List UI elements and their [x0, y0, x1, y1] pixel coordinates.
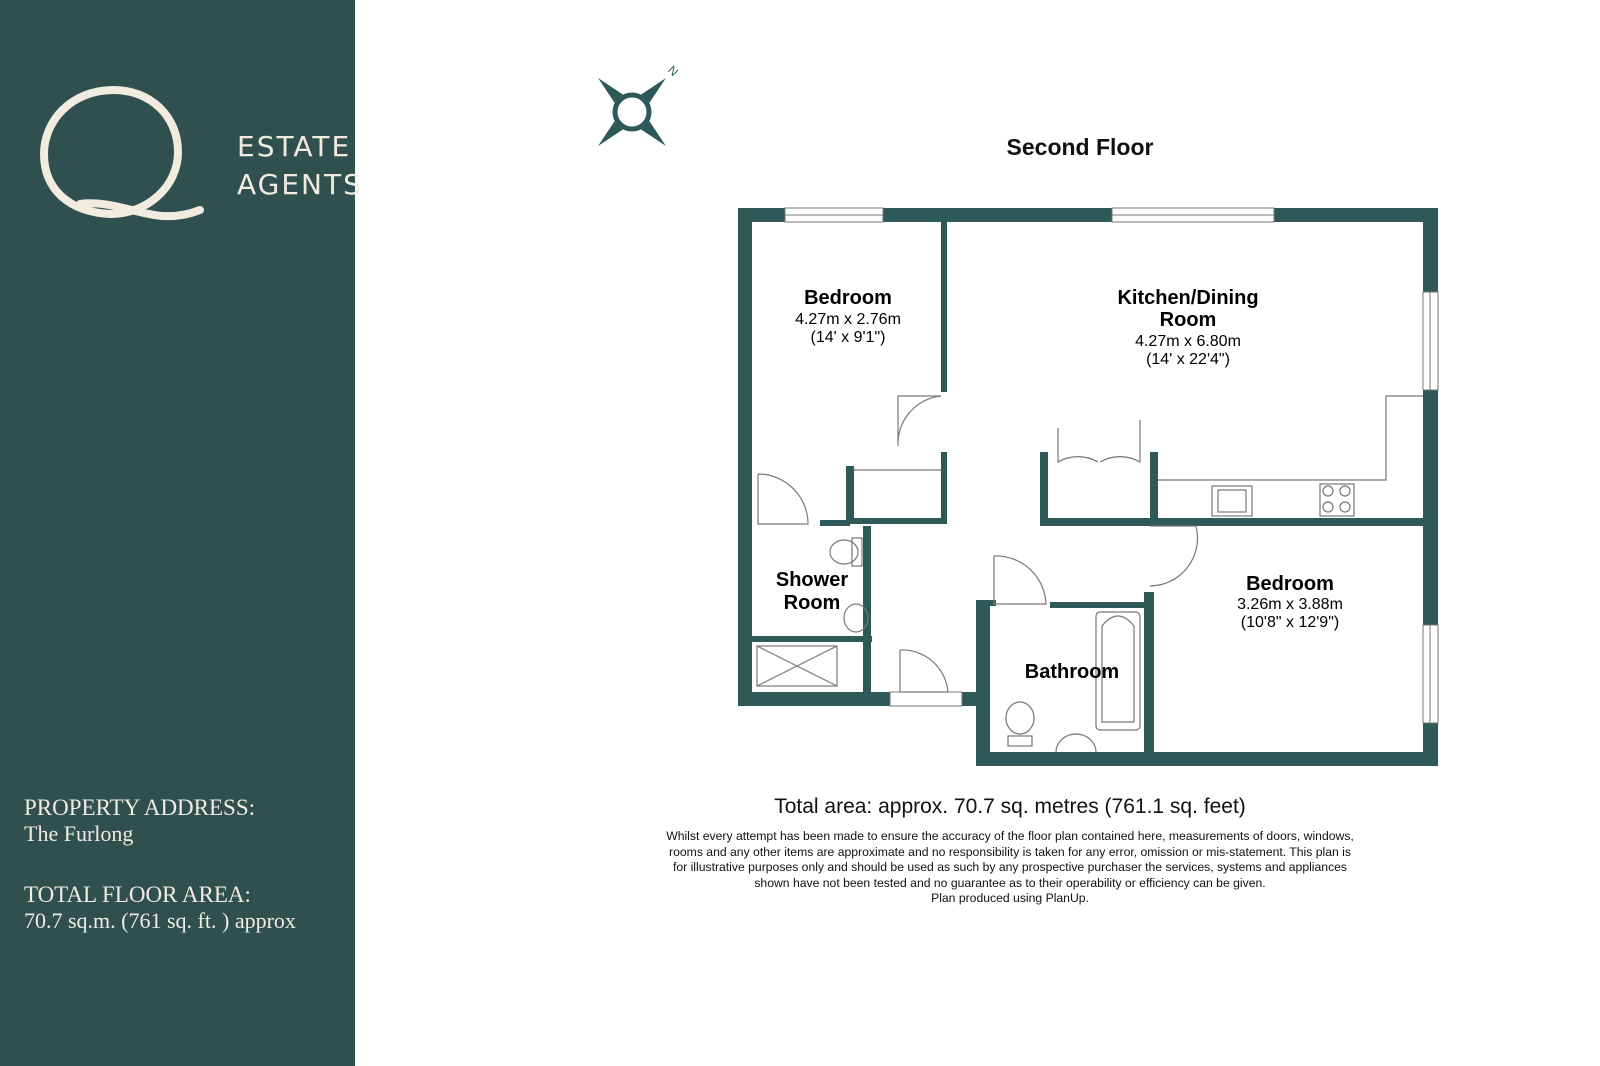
- logo-word-estate: ESTATE: [237, 130, 352, 163]
- cupboard-door-right: [1100, 420, 1140, 462]
- room-bathroom: [1025, 661, 1119, 683]
- logo-word-agents: AGENTS: [237, 168, 363, 201]
- cupboard-door-left: [1058, 428, 1098, 462]
- svg-text:(10'8" x 12'9"): (10'8" x 12'9"): [1240, 614, 1340, 631]
- svg-text:4.27m x 6.80m: 4.27m x 6.80m: [1135, 333, 1241, 350]
- svg-text:(14' x 22'4"): (14' x 22'4"): [1146, 351, 1230, 368]
- svg-text:4.27m x 2.76m: 4.27m x 2.76m: [795, 311, 901, 328]
- floor-title: Second Floor: [1006, 134, 1154, 160]
- property-address-label: PROPERTY ADDRESS:: [24, 795, 256, 820]
- property-address-value: The Furlong: [24, 821, 134, 846]
- compass-north-icon: [564, 32, 712, 180]
- total-floor-area-value: 70.7 sq.m. (761 sq. ft. ) approx: [24, 908, 296, 933]
- basin-icon-2: [1056, 734, 1096, 752]
- svg-text:3.26m x 3.88m: 3.26m x 3.88m: [1237, 596, 1343, 613]
- room-shower: [776, 569, 848, 614]
- entrance-door: [900, 650, 948, 692]
- svg-text:Shower: Shower: [775, 569, 849, 591]
- svg-text:Room: Room: [783, 592, 841, 614]
- disclaimer-line: shown have not been tested and no guarantee as to their operability or efficiency can be given.: [754, 875, 1266, 890]
- toilet-icon: [830, 540, 858, 564]
- toilet-icon-2: [1006, 702, 1034, 734]
- svg-text:Kitchen/Dining: Kitchen/Dining: [1117, 287, 1259, 309]
- disclaimer-line: Plan produced using PlanUp.: [931, 891, 1089, 905]
- disclaimer-line: Whilst every attempt has been made to ensure the accuracy of the floor plan contained here, measurements of doors, windows,: [666, 829, 1354, 843]
- bathroom-door: [994, 556, 1046, 604]
- disclaimer: [620, 829, 1400, 907]
- room-kitchen-dining: [1117, 287, 1258, 368]
- svg-text:Bedroom: Bedroom: [1246, 573, 1334, 595]
- svg-text:(14' x 9'1"): (14' x 9'1"): [810, 329, 886, 346]
- svg-text:Bathroom: Bathroom: [1024, 661, 1120, 683]
- compass-north-label: N: [664, 62, 682, 80]
- windows: [785, 208, 1438, 723]
- room-bedroom-2: [1237, 573, 1343, 631]
- disclaimer-line: rooms and any other items are approximate and no responsibility is taken for any error, omission or mis-statement. This plan is: [669, 844, 1351, 859]
- kitchen-units: [1158, 396, 1423, 516]
- bedroom2-door: [1150, 526, 1198, 586]
- total-floor-area-label: TOTAL FLOOR AREA:: [24, 882, 251, 907]
- svg-text:Room: Room: [1159, 309, 1217, 331]
- total-area-text: Total area: approx. 70.7 sq. metres (761.1 sq. feet): [774, 795, 1246, 818]
- hob-icon: [1320, 484, 1354, 516]
- disclaimer-line: for illustrative purposes only and should be used as such by any prospective purchaser the services, systems and appliances: [672, 860, 1348, 874]
- room-bedroom-1: [795, 287, 901, 346]
- svg-text:Bedroom: Bedroom: [804, 287, 892, 309]
- bedroom1-door: [898, 396, 941, 446]
- shower-door: [758, 474, 808, 524]
